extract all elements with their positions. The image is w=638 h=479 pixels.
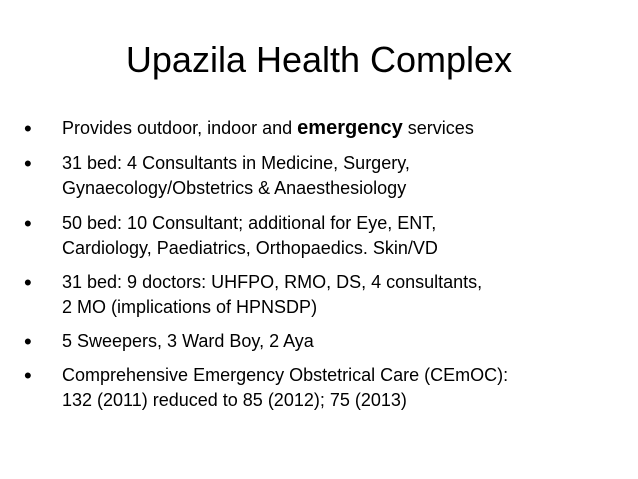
bullet-text-pre: Provides outdoor, indoor and bbox=[62, 118, 298, 138]
bullet-icon: • bbox=[24, 329, 32, 354]
bullet-item bbox=[24, 363, 628, 413]
bullet-text-line: 132 (2011) reduced to 85 (2012); 75 (2013) bbox=[62, 390, 407, 410]
bullet-text-emphasis: emergency bbox=[297, 117, 403, 139]
bullet-text-post: services bbox=[402, 118, 474, 138]
bullet-text-line: Gynaecology/Obstetrics & Anaesthesiology bbox=[62, 178, 407, 198]
bullet-text-line: 31 bed: 9 doctors: UHFPO, RMO, DS, 4 consultants, bbox=[62, 272, 483, 292]
bullet-text-line: Comprehensive Emergency Obstetrical Care (CEmOC): bbox=[62, 365, 509, 385]
bullet-item bbox=[24, 270, 628, 320]
bullet-icon: • bbox=[24, 211, 32, 236]
bullet-text-line: 31 bed: 4 Consultants in Medicine, Surgery, bbox=[62, 153, 410, 173]
bullet-list bbox=[24, 116, 628, 413]
bullet-item bbox=[24, 116, 628, 141]
bullet-item bbox=[24, 151, 628, 201]
bullet-item bbox=[24, 329, 628, 354]
bullet-icon: • bbox=[24, 116, 32, 141]
bullet-text bbox=[62, 116, 628, 141]
bullet-text-line: Cardiology, Paediatrics, Orthopaedics. Skin/VD bbox=[62, 238, 438, 258]
bullet-icon: • bbox=[24, 270, 32, 295]
bullet-item bbox=[24, 211, 628, 261]
bullet-icon: • bbox=[24, 363, 32, 388]
bullet-text-line: 50 bed: 10 Consultant; additional for Eye, ENT, bbox=[62, 213, 437, 233]
bullet-text-line: 5 Sweepers, 3 Ward Boy, 2 Aya bbox=[62, 331, 314, 351]
slide-title: Upazila Health Complex bbox=[125, 39, 513, 80]
bullet-text-line: 2 MO (implications of HPNSDP) bbox=[62, 297, 318, 317]
bullet-icon: • bbox=[24, 151, 32, 176]
